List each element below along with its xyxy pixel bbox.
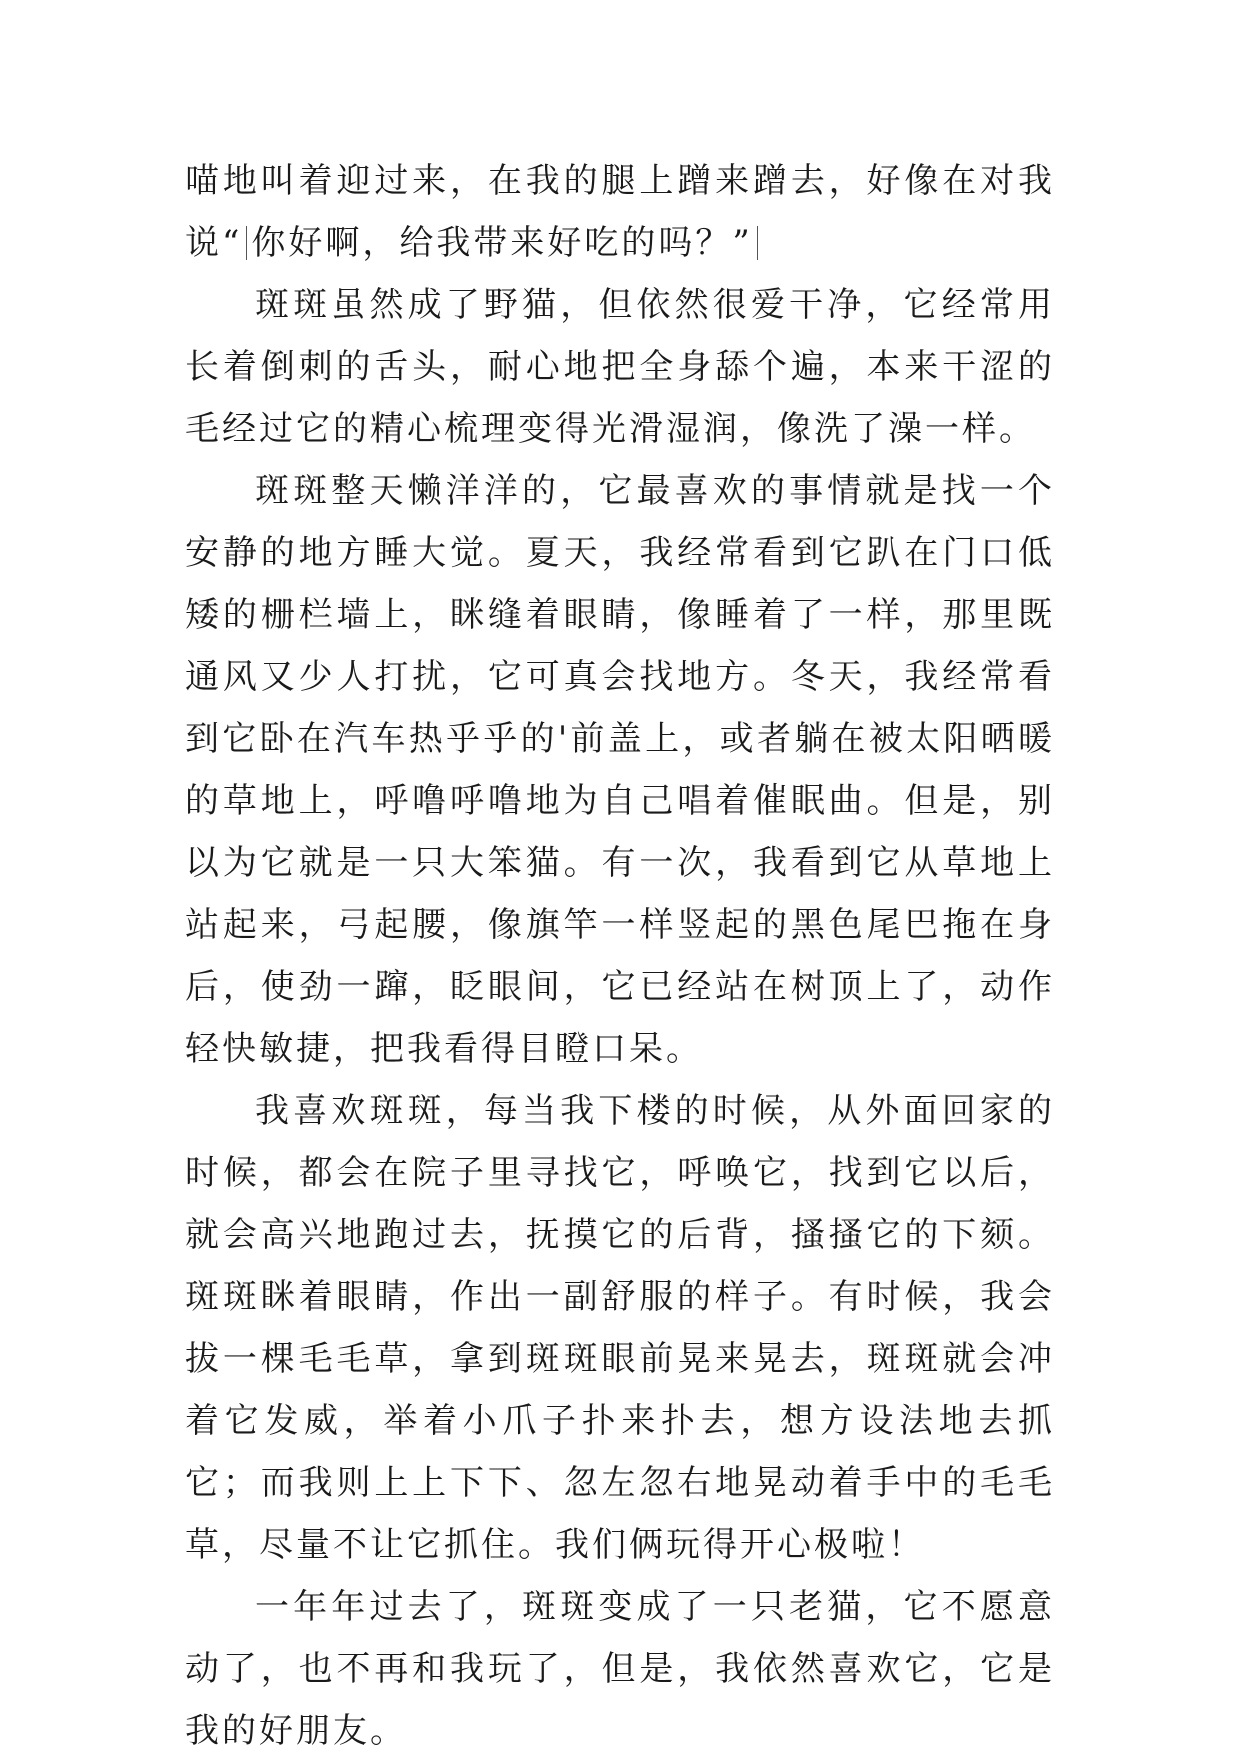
- paragraph-text: 斑斑虽然成了野猫，但依然很爱干净，它经常用长着倒刺的舌头，耐心地把全身舔个遍，本来干涩的毛经过它的精心梳理变得光滑湿润，像洗了澡一样。: [185, 285, 1055, 449]
- paragraph-text: 我喜欢斑斑，每当我下楼的时候，从外面回家的时候，都会在院子里寻找它，呼唤它，找到它以后，就会高兴地跑过去，抚摸它的后背，搔搔它的下颏。斑斑眯着眼睛，作出一副舒服的样子。有时候，我会拔一棵毛毛草，拿到斑斑眼前晃来晃去，斑斑就会冲着它发威，举着小爪子扑来扑去，想方设法地去抓它；而我则上上下下、忽左忽右地晃动着手中的毛毛草，尽量不让它抓住。我们俩玩得开心极啦！: [185, 1091, 1055, 1565]
- paragraph-text: 喵地叫着迎过来，在我的腿上蹭来蹭去，好像在对我说“: [185, 161, 1055, 263]
- paragraph-text: 一年年过去了，斑斑变成了一只老猫，它不愿意动了，也不再和我玩了，但是，我依然喜欢它，它是我的好朋友。: [185, 1587, 1055, 1751]
- text-cursor-icon: [757, 226, 758, 260]
- paragraph-text: 斑斑整天懒洋洋的，它最喜欢的事情就是找一个安静的地方睡大觉。夏天，我经常看到它趴在门口低矮的栅栏墙上，眯缝着眼睛，像睡着了一样，那里既通风又少人打扰，它可真会找地方。冬天，我经常看到它卧在汽车热乎乎的'前盖上，或者躺在被太阳晒暖的草地上，呼噜呼噜地为自己唱着催眠曲。但是，别以为它就是一只大笨猫。有一次，我看到它从草地上站起来，弓起腰，像旗竿一样竖起的黑色尾巴拖在身后，使劲一蹿，眨眼间，它已经站在树顶上了，动作轻快敏捷，把我看得目瞪口呆。: [185, 471, 1055, 1069]
- document-body: [185, 150, 1055, 1762]
- paragraph: [185, 1576, 1055, 1762]
- text-cursor-icon: [246, 226, 247, 260]
- paragraph-text: 你好啊，给我带来好吃的吗？”: [251, 223, 753, 263]
- paragraph: [185, 460, 1055, 1080]
- paragraph: [185, 1080, 1055, 1576]
- paragraph: [185, 274, 1055, 460]
- paragraph: [185, 150, 1055, 274]
